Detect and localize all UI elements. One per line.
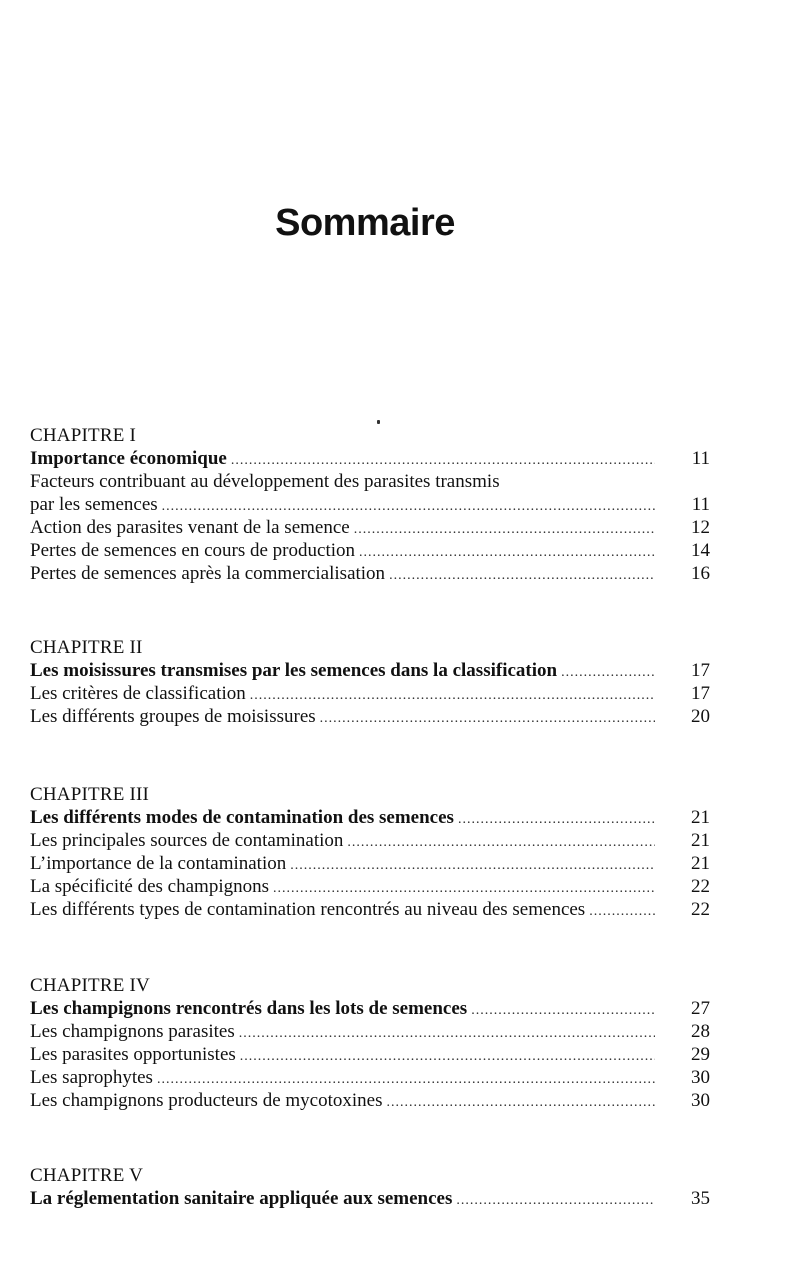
dot-leader bbox=[162, 495, 655, 518]
entry-title: Les critères de classification bbox=[30, 683, 246, 704]
page-number: 11 bbox=[691, 448, 710, 469]
page-title: Sommaire bbox=[275, 202, 455, 244]
dot-leader bbox=[250, 684, 655, 707]
dot-leader bbox=[273, 877, 655, 900]
entry-title: Les saprophytes bbox=[30, 1067, 153, 1088]
page-number: 30 bbox=[691, 1067, 710, 1088]
entry-title: Les principales sources de contamination bbox=[30, 830, 344, 851]
entry-title: La spécificité des champignons bbox=[30, 876, 270, 897]
toc-entry[interactable] bbox=[30, 1020, 710, 1043]
chapter-label: CHAPITRE I bbox=[30, 425, 136, 446]
dot-leader bbox=[320, 707, 655, 730]
page-number: 14 bbox=[691, 540, 710, 561]
page-number: 20 bbox=[691, 706, 710, 727]
page-number: 17 bbox=[691, 683, 710, 704]
chapter-3 bbox=[30, 783, 710, 921]
entry-title: Action des parasites venant de la semence bbox=[30, 517, 350, 538]
chapter-label: CHAPITRE V bbox=[30, 1165, 144, 1186]
toc-entry[interactable] bbox=[30, 1066, 710, 1089]
toc-entry[interactable] bbox=[30, 705, 710, 728]
chapter-label: CHAPITRE IV bbox=[30, 975, 150, 996]
page-number: 27 bbox=[691, 998, 710, 1019]
page-number: 29 bbox=[691, 1044, 710, 1065]
dot-leader bbox=[471, 999, 655, 1022]
dot-leader bbox=[347, 831, 655, 854]
toc-entry[interactable] bbox=[30, 516, 710, 539]
page-number: 21 bbox=[691, 853, 710, 874]
entry-title: par les semences bbox=[30, 494, 158, 515]
chapter-heading-entry[interactable] bbox=[30, 806, 710, 829]
toc-entry[interactable] bbox=[30, 829, 710, 852]
entry-title: Les différents groupes de moisissures bbox=[30, 706, 316, 727]
page-number: 11 bbox=[691, 494, 710, 515]
dot-leader bbox=[458, 808, 655, 831]
page-number: 35 bbox=[691, 1188, 710, 1209]
entry-title: Les champignons rencontrés dans les lots de semences bbox=[30, 998, 468, 1019]
entry-title: Les champignons parasites bbox=[30, 1021, 235, 1042]
dot-leader bbox=[386, 1091, 655, 1114]
chapter-heading-entry[interactable] bbox=[30, 659, 710, 682]
entry-title: Pertes de semences après la commercialisation bbox=[30, 563, 386, 584]
entry-title: Importance économique bbox=[30, 448, 227, 469]
page-number: 22 bbox=[691, 876, 710, 897]
dot-leader bbox=[561, 661, 655, 684]
entry-title: Les champignons producteurs de mycotoxines bbox=[30, 1090, 383, 1111]
toc-entry[interactable] bbox=[30, 539, 710, 562]
page-number: 28 bbox=[691, 1021, 710, 1042]
page-number: 12 bbox=[691, 517, 710, 538]
dot-leader bbox=[157, 1068, 655, 1091]
page-number: 21 bbox=[691, 830, 710, 851]
chapter-heading-entry[interactable] bbox=[30, 447, 710, 470]
chapter-label: CHAPITRE II bbox=[30, 637, 143, 658]
entry-title: Les moisissures transmises par les semences dans la classification bbox=[30, 660, 558, 681]
chapter-1 bbox=[30, 424, 710, 585]
dot-leader bbox=[240, 1045, 655, 1068]
dot-leader bbox=[589, 900, 655, 923]
toc-entry[interactable] bbox=[30, 875, 710, 898]
page-number: 17 bbox=[691, 660, 710, 681]
chapter-2 bbox=[30, 636, 710, 728]
toc-entry[interactable] bbox=[30, 1043, 710, 1066]
entry-title: La réglementation sanitaire appliquée aux semences bbox=[30, 1188, 453, 1209]
dot-leader bbox=[290, 854, 655, 877]
dot-leader bbox=[239, 1022, 655, 1045]
entry-title: Pertes de semences en cours de production bbox=[30, 540, 356, 561]
page-number: 30 bbox=[691, 1090, 710, 1111]
dot-leader bbox=[354, 518, 655, 541]
entry-title: Les parasites opportunistes bbox=[30, 1044, 236, 1065]
toc-entry[interactable] bbox=[30, 493, 710, 516]
page-number: 21 bbox=[691, 807, 710, 828]
toc-entry[interactable] bbox=[30, 852, 710, 875]
dot-leader bbox=[231, 449, 655, 472]
entry-title: Les différents modes de contamination des semences bbox=[30, 807, 454, 828]
toc-entry[interactable] bbox=[30, 562, 710, 585]
dot-leader bbox=[456, 1189, 655, 1212]
entry-title-line: Facteurs contribuant au développement des parasites transmis bbox=[30, 471, 500, 492]
entry-title: Les différents types de contamination rencontrés au niveau des semences bbox=[30, 899, 586, 920]
chapter-5 bbox=[30, 1164, 710, 1210]
toc-entry[interactable] bbox=[30, 682, 710, 705]
toc-entry[interactable] bbox=[30, 1089, 710, 1112]
chapter-label: CHAPITRE III bbox=[30, 784, 150, 805]
dot-leader bbox=[359, 541, 655, 564]
dot-leader bbox=[389, 564, 655, 587]
page-number: 16 bbox=[691, 563, 710, 584]
page-number: 22 bbox=[691, 899, 710, 920]
chapter-heading-entry[interactable] bbox=[30, 1187, 710, 1210]
entry-title: L’importance de la contamination bbox=[30, 853, 287, 874]
chapter-heading-entry[interactable] bbox=[30, 997, 710, 1020]
toc-entry[interactable] bbox=[30, 898, 710, 921]
chapter-4 bbox=[30, 974, 710, 1112]
